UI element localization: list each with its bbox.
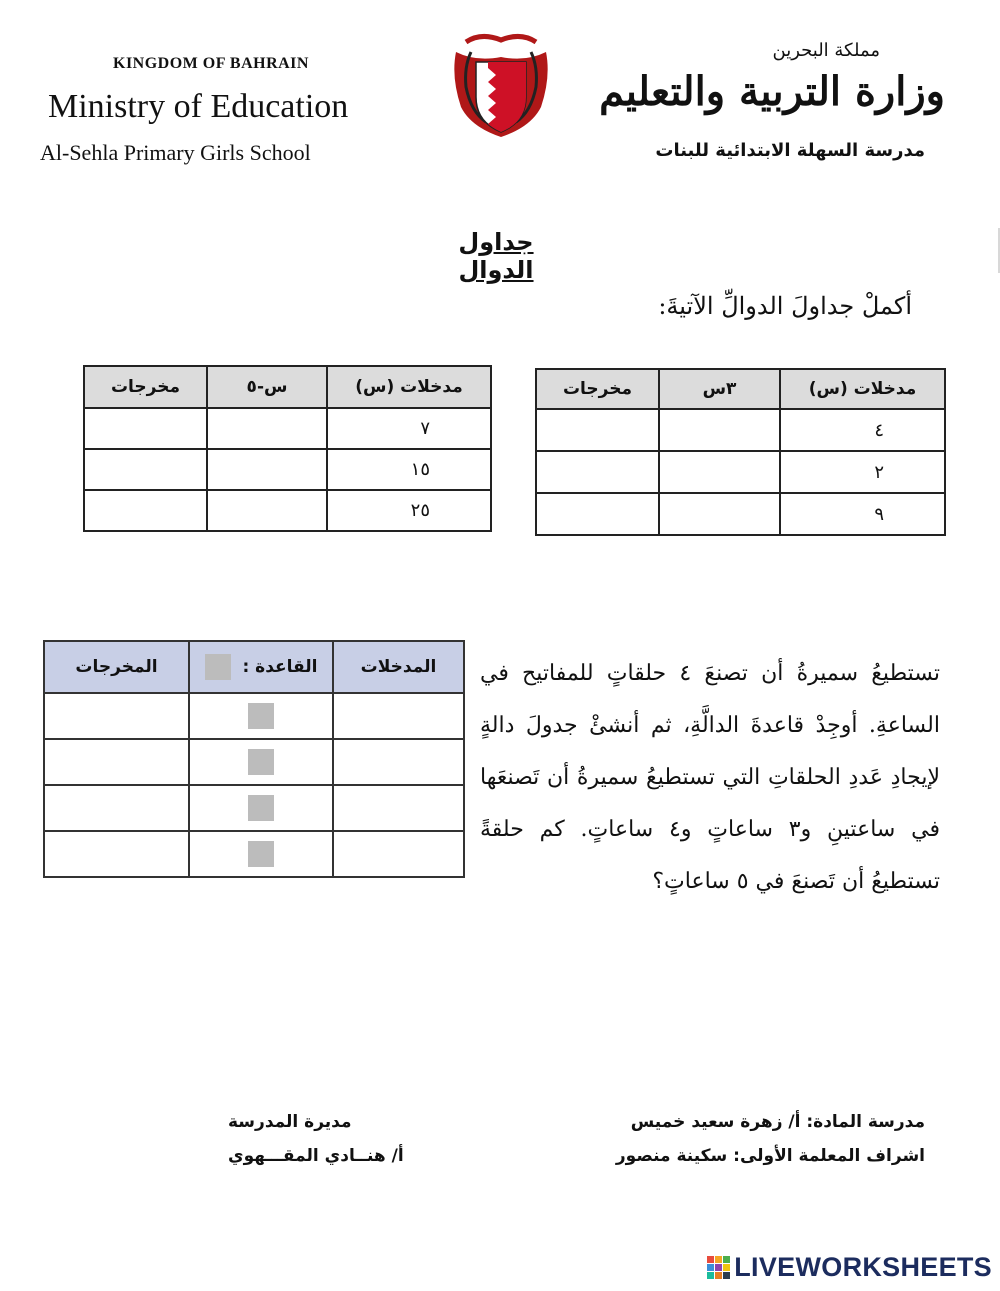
principal-name: أ/ هنــادي المقـــهوي	[228, 1146, 404, 1166]
table-row	[536, 451, 945, 493]
word-problem-text: تستطيعُ سميرةُ أن تصنعَ ٤ حلقاتٍ للمفاتيح في الساعةِ. أوجِدْ قاعدةَ الدالَّةِ، ثم أنشئْ جدولَ دالةٍ لإيجادِ عَددِ الحلقاتِ التي تستطيعُ سميرةُ أن تَصنعَها في ساعتينِ و٣ ساعاتٍ و٤ ساعاتٍ. كم حلقةً تستطيعُ أن تَصنعَ في ٥ ساعاتٍ؟	[480, 661, 941, 894]
answer-cell[interactable]	[207, 449, 327, 490]
header-inputs: مدخلات (س)	[327, 366, 491, 408]
header-outputs: المخرجات	[44, 641, 189, 693]
liveworksheets-wordmark: LIVEWORKSHEETS	[734, 1252, 992, 1282]
input-cell: ٢٥	[327, 490, 491, 531]
header-rule	[189, 641, 333, 693]
header-inputs: مدخلات (س)	[780, 369, 945, 409]
input-cell: ١٥	[327, 449, 491, 490]
rule-cell	[189, 739, 333, 785]
answer-cell[interactable]	[659, 409, 780, 451]
supervisor-signature: اشراف المعلمة الأولى: سكينة منصور	[615, 1146, 925, 1166]
principal-title: مديرة المدرسة	[228, 1112, 352, 1132]
kingdom-en: KINGDOM OF BAHRAIN	[113, 55, 309, 72]
kingdom-ar: مملكة البحرين	[772, 40, 880, 61]
logo-squares-icon	[707, 1256, 730, 1279]
rule-answer-box[interactable]	[248, 749, 274, 775]
table-row	[84, 408, 491, 449]
answer-cell[interactable]	[333, 831, 464, 877]
answer-cell[interactable]	[44, 693, 189, 739]
table-row	[44, 693, 464, 739]
answer-cell[interactable]	[536, 451, 659, 493]
header-outputs: مخرجات	[536, 369, 659, 409]
answer-cell[interactable]	[659, 451, 780, 493]
input-cell: ٩	[780, 493, 945, 535]
input-cell: ٧	[327, 408, 491, 449]
answer-cell[interactable]	[659, 493, 780, 535]
word-problem-table	[43, 640, 465, 878]
rule-cell	[189, 785, 333, 831]
answer-cell[interactable]	[44, 831, 189, 877]
answer-cell[interactable]	[207, 408, 327, 449]
answer-cell[interactable]	[536, 493, 659, 535]
header-outputs: مخرجات	[84, 366, 207, 408]
bahrain-emblem-icon	[446, 32, 556, 142]
answer-cell[interactable]	[333, 693, 464, 739]
ministry-ar: وزارة التربية والتعليم	[599, 68, 945, 115]
answer-cell[interactable]	[333, 785, 464, 831]
worksheet-title: جداول الدوال	[458, 228, 534, 284]
rule-cell	[189, 693, 333, 739]
rule-answer-box[interactable]	[248, 795, 274, 821]
answer-cell[interactable]	[207, 490, 327, 531]
answer-cell[interactable]	[84, 490, 207, 531]
school-en: Al-Sehla Primary Girls School	[40, 140, 311, 165]
rule-label: القاعدة :	[242, 657, 318, 677]
rule-answer-box[interactable]	[205, 654, 231, 680]
ministry-en: Ministry of Education	[48, 88, 349, 125]
function-table-3x	[535, 368, 946, 536]
answer-cell[interactable]	[333, 739, 464, 785]
table-row	[44, 739, 464, 785]
function-table-x-minus-5	[83, 365, 492, 532]
table-row	[84, 490, 491, 531]
header-inputs: المدخلات	[333, 641, 464, 693]
liveworksheets-logo	[707, 1252, 992, 1283]
input-cell: ٤	[780, 409, 945, 451]
rule-answer-box[interactable]	[248, 703, 274, 729]
school-ar: مدرسة السهلة الابتدائية للبنات	[655, 140, 925, 161]
answer-cell[interactable]	[84, 449, 207, 490]
table-row	[536, 409, 945, 451]
instruction-text: أكملْ جداولَ الدوالِّ الآتيةَ:	[658, 292, 912, 320]
header-rule: ٣س	[659, 369, 780, 409]
table-row	[44, 785, 464, 831]
answer-cell[interactable]	[44, 785, 189, 831]
answer-cell[interactable]	[84, 408, 207, 449]
answer-cell[interactable]	[44, 739, 189, 785]
table-row	[84, 449, 491, 490]
answer-cell[interactable]	[536, 409, 659, 451]
input-cell: ٢	[780, 451, 945, 493]
table-row	[44, 831, 464, 877]
table-row	[536, 493, 945, 535]
teacher-signature: مدرسة المادة: أ/ زهرة سعيد خميس	[630, 1112, 925, 1132]
rule-cell	[189, 831, 333, 877]
rule-answer-box[interactable]	[248, 841, 274, 867]
header-rule: س-٥	[207, 366, 327, 408]
